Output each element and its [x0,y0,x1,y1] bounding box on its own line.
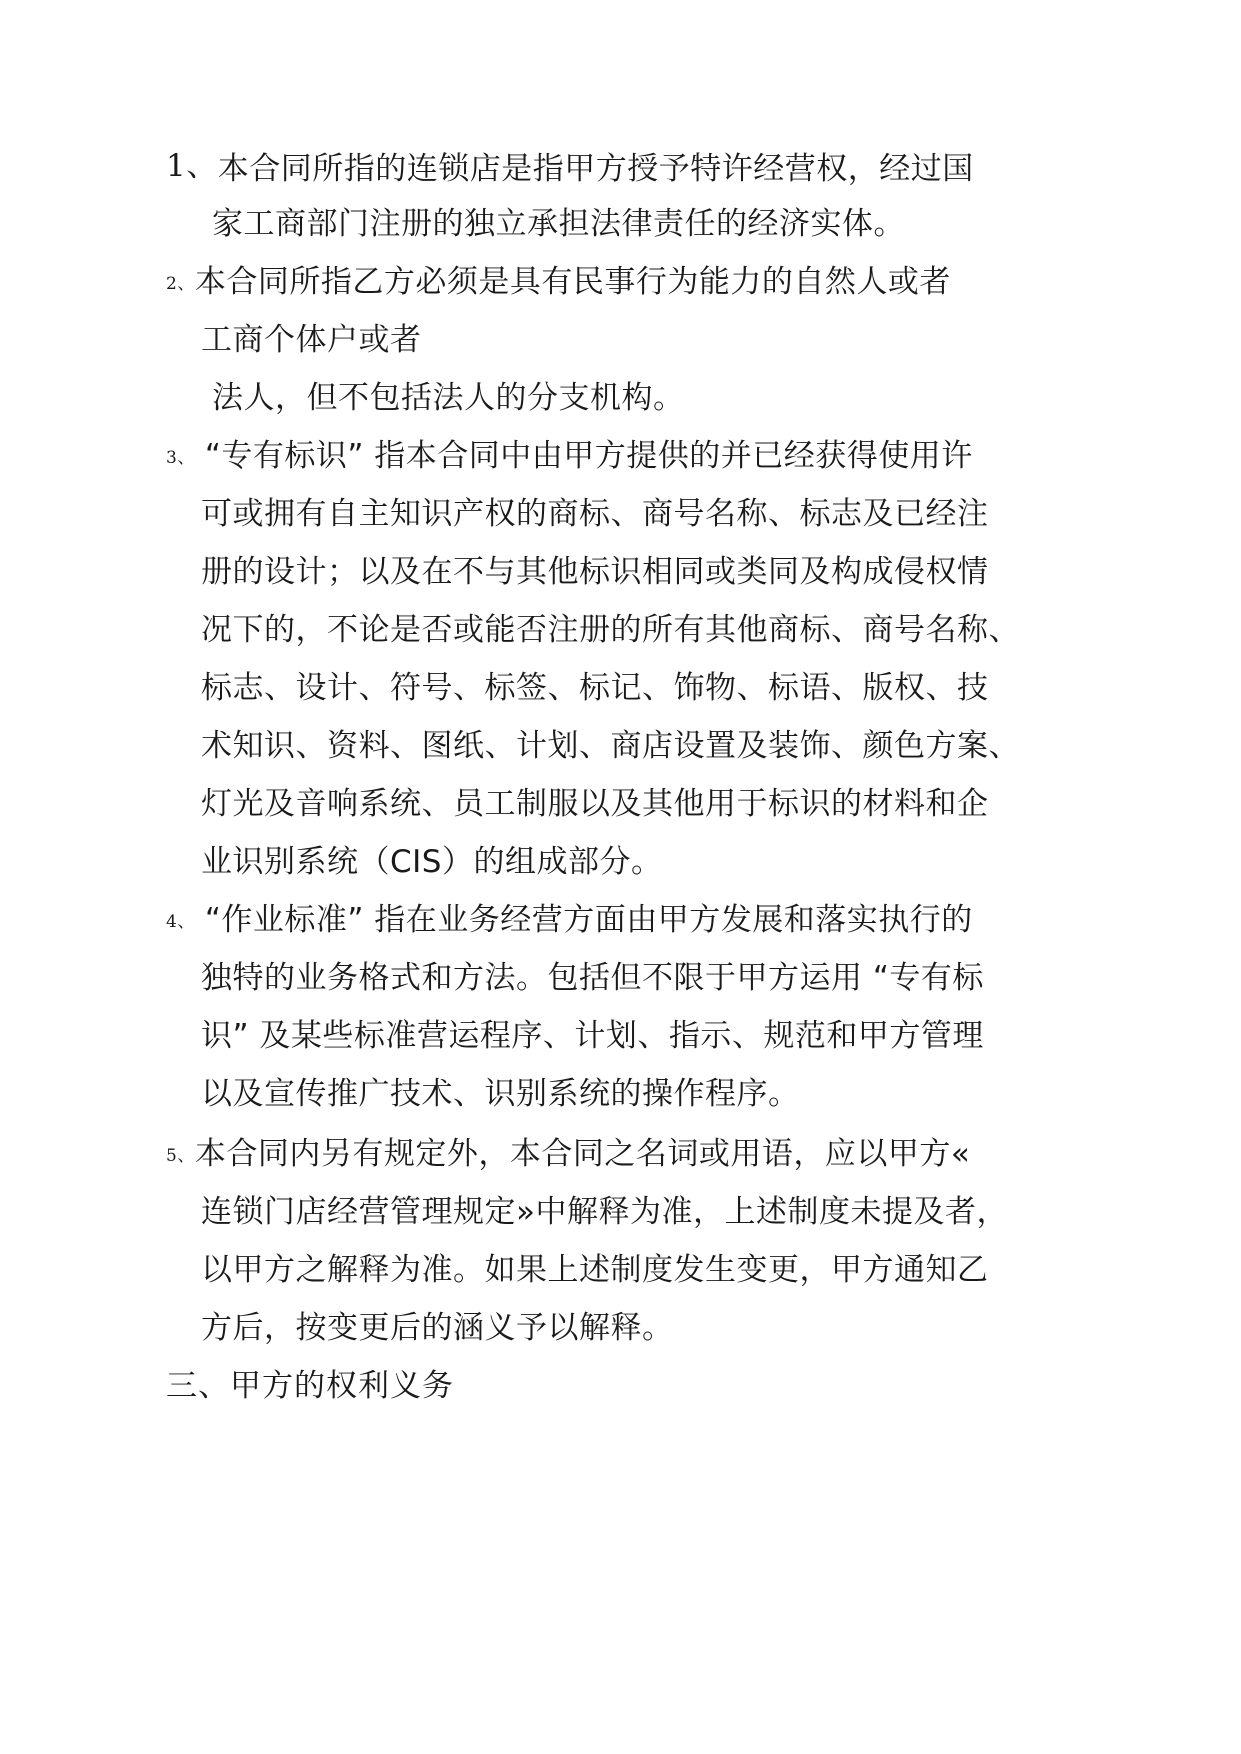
clause-3-number: 3、 [166,448,195,468]
clause-4-line-4: 以及宣传推广技术、识别系统的操作程序。 [201,1076,800,1112]
clause-5-number: 5、 [166,1146,195,1166]
clause-5-line-1 [166,1134,970,1176]
clause-5-line-3: 以甲方之解释为准。如果上述制度发生变更，甲方通知乙 [201,1252,989,1288]
clause-5-line-4: 方后，按变更后的涵义予以解释。 [201,1310,674,1346]
clause-3-line-2: 可或拥有自主知识产权的商标、商号名称、标志及已经注 [201,496,989,532]
clause-3-line-3: 册的设计；以及在不与其他标识相同或类同及构成侵权情 [201,554,989,590]
clause-3-line-1 [166,436,973,478]
clause-5-text: 本合同内另有规定外，本合同之名词或用语，应以甲方« [194,1136,971,1172]
clause-1-line-2: 家工商部门注册的独立承担法律责任的经济实体。 [212,206,905,242]
clause-5-line-2: 连锁门店经营管理规定»中解释为准，上述制度未提及者， [201,1194,1008,1230]
clause-1-text: 本合同所指的连锁店是指甲方授予特许经营权，经过国 [217,151,974,187]
section-heading: 三、甲方的权利义务 [166,1368,454,1404]
clause-2-line-2: 工商个体户或者 [201,322,422,358]
clause-2-line-3: 法人，但不包括法人的分支机构。 [212,380,685,416]
clause-3-line-8: 业识别系统（CIS）的组成部分。 [201,844,663,880]
clause-3-line-5: 标志、设计、符号、标签、标记、饰物、标语、版权、技 [201,670,989,706]
clause-2-line-1 [166,262,951,304]
clause-3-line-4: 况下的，不论是否或能否注册的所有其他商标、商号名称、 [201,612,1020,648]
clause-4-number: 4、 [166,912,195,932]
clause-4-line-1 [166,900,973,942]
clause-4-line-2: 独特的业务格式和方法。包括但不限于甲方运用 “专有标 [201,960,984,996]
clause-4-line-3: 识” 及某些标准营运程序、计划、指示、规范和甲方管理 [201,1018,984,1054]
clause-3-line-6: 术知识、资料、图纸、计划、商店设置及装饰、颜色方案、 [201,728,1020,764]
clause-2-number: 2、 [166,274,195,294]
clause-1-number: 1、 [166,148,218,184]
clause-3-text: “专有标识” 指本合同中由甲方提供的并已经获得使用许 [204,438,973,474]
clause-2-text: 本合同所指乙方必须是具有民事行为能力的自然人或者 [194,264,951,300]
clause-3-line-7: 灯光及音响系统、员工制服以及其他用于标识的材料和企 [201,786,989,822]
clause-4-text: “作业标准” 指在业务经营方面由甲方发展和落实执行的 [204,902,973,938]
clause-1-line-1 [166,146,974,189]
